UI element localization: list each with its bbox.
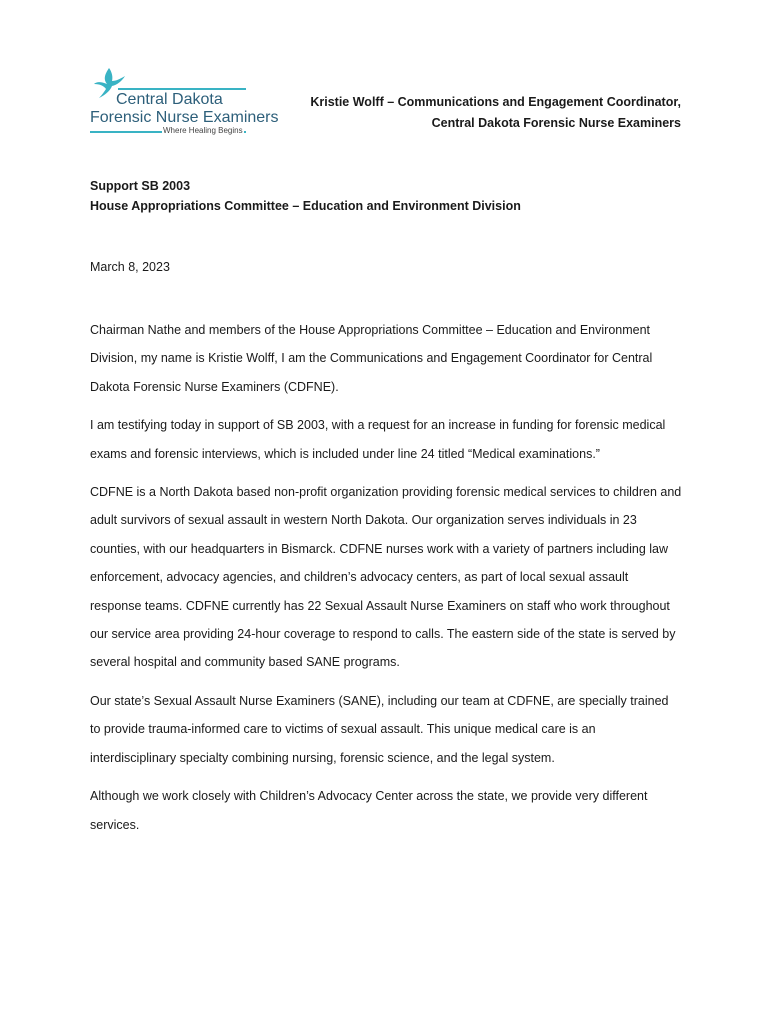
subject-block	[90, 176, 521, 216]
logo-name-line2: Forensic Nurse Examiners	[90, 109, 279, 126]
body-paragraph: CDFNE is a North Dakota based non-profit organization providing forensic medical services to children and adult survivors of sexual assault in western North Dakota. Our organization serves individuals in 23 counties, with our headquarters in Bismarck. CDFNE nurses work with a variety of partners including law enforcement, advocacy agencies, and children’s advocacy centers, as part of local sexual assault response teams. CDFNE currently has 22 Sexual Assault Nurse Examiners on staff who work throughout our service area providing 24-hour coverage to respond to calls. The eastern side of the state is served by several hospital and community based SANE programs.	[90, 485, 682, 670]
committee-name: House Appropriations Committee – Education and Environment Division	[90, 199, 521, 213]
organization-logo	[88, 62, 279, 142]
letter-date: March 8, 2023	[90, 260, 170, 274]
body-paragraph: I am testifying today in support of SB 2003, with a request for an increase in funding for forensic medical exams and forensic interviews, which is included under line 24 titled “Medical examinations.”	[90, 418, 666, 461]
author-title: Kristie Wolff – Communications and Engagement Coordinator,	[310, 95, 681, 109]
logo-name-line1: Central Dakota	[116, 91, 223, 108]
logo-tagline: Where Healing Begins	[163, 126, 243, 135]
author-block	[310, 92, 681, 134]
body-paragraph: Our state’s Sexual Assault Nurse Examiners (SANE), including our team at CDFNE, are specially trained to provide trauma-informed care to victims of sexual assault. This unique medical care is an interdisciplinary specialty combining nursing, forensic science, and the legal system.	[90, 693, 669, 765]
author-organization: Central Dakota Forensic Nurse Examiners	[431, 116, 681, 130]
body-paragraph: Chairman Nathe and members of the House Appropriations Committee – Education and Environment Division, my name is Kristie Wolff, I am the Communications and Engagement Coordinator for Central Dakota Forensic Nurse Examiners (CDFNE).	[90, 323, 653, 394]
bill-name: Support SB 2003	[90, 179, 191, 193]
logo-rule-top	[118, 88, 246, 90]
body-paragraph: Although we work closely with Children’s Advocacy Center across the state, we provide very different services.	[90, 789, 648, 832]
testimony-body	[90, 316, 682, 849]
